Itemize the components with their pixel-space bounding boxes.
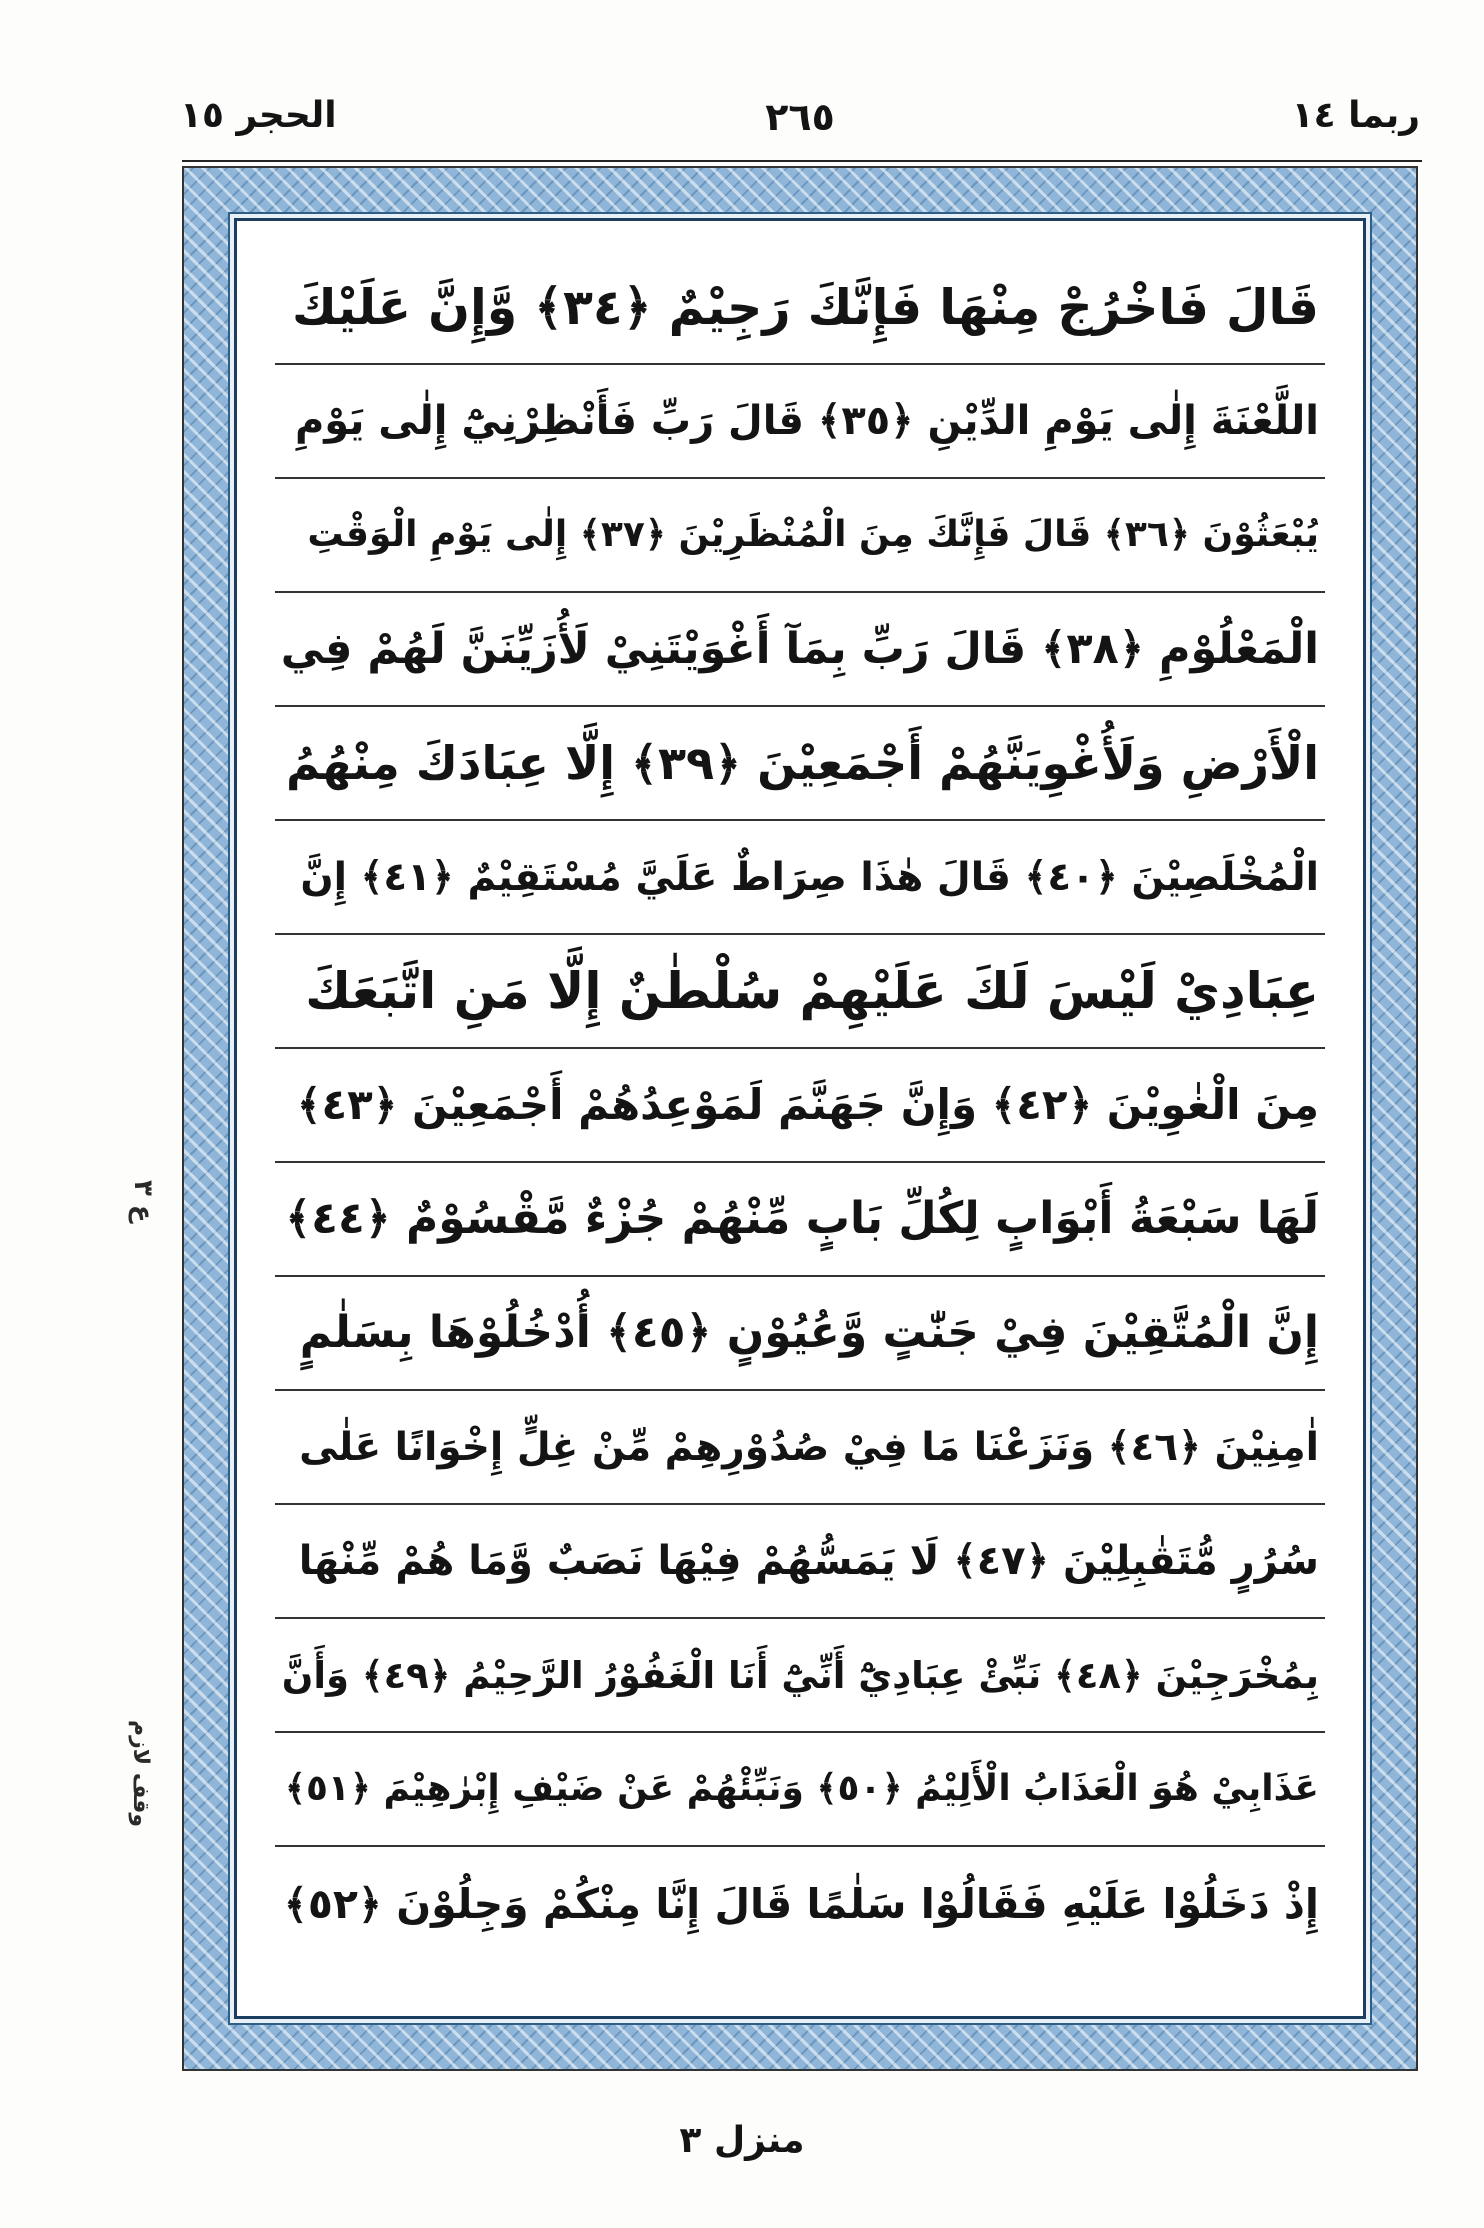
verse-line: لَهَا سَبْعَةُ أَبْوَابٍ لِكُلِّ بَابٍ مِّنْهُمْ جُزْءٌ مَّقْسُوْمٌ ﴿٤٤﴾ xyxy=(275,1163,1325,1277)
verse-line: عَذَابِيْ هُوَ الْعَذَابُ الْأَلِيْمُ ﴿٥٠﴾ وَنَبِّئْهُمْ عَنْ ضَيْفِ إِبْرٰهِيْمَ ﴿٥١﴾ xyxy=(275,1733,1325,1847)
header-rule xyxy=(182,160,1422,162)
verse-line: مِنَ الْغٰوِيْنَ ﴿٤٢﴾ وَإِنَّ جَهَنَّمَ لَمَوْعِدُهُمْ أَجْمَعِيْنَ ﴿٤٣﴾ xyxy=(275,1049,1325,1163)
verse-line: سُرُرٍ مُّتَقٰبِلِيْنَ ﴿٤٧﴾ لَا يَمَسُّهُمْ فِيْهَا نَصَبٌ وَّمَا هُمْ مِّنْهَا xyxy=(275,1505,1325,1619)
verse-line: يُبْعَثُوْنَ ﴿٣٦﴾ قَالَ فَإِنَّكَ مِنَ الْمُنْظَرِيْنَ ﴿٣٧﴾ إِلٰى يَوْمِ الْوَقْتِ xyxy=(275,479,1325,593)
verse-line: الْأَرْضِ وَلَأُغْوِيَنَّهُمْ أَجْمَعِيْنَ ﴿٣٩﴾ إِلَّا عِبَادَكَ مِنْهُمُ xyxy=(275,707,1325,821)
verse-line: إِذْ دَخَلُوْا عَلَيْهِ فَقَالُوْا سَلٰمًا قَالَ إِنَّا مِنْكُمْ وَجِلُوْنَ ﴿٥٢﴾ xyxy=(283,1879,1319,1928)
verse-line: اللَّعْنَةَ إِلٰى يَوْمِ الدِّيْنِ ﴿٣٥﴾ قَالَ رَبِّ فَأَنْظِرْنِيْٓ إِلٰى يَوْمِ xyxy=(275,365,1325,479)
text-panel xyxy=(234,218,1366,2019)
verse-line: الْمُخْلَصِيْنَ ﴿٤٠﴾ قَالَ هٰذَا صِرَاطٌ عَلَيَّ مُسْتَقِيْمٌ ﴿٤١﴾ إِنَّ xyxy=(275,821,1325,935)
manzil-label: منزل ٣ xyxy=(679,2120,805,2161)
waqf-marker: وقف لازم xyxy=(128,1720,153,1828)
decorative-border xyxy=(182,166,1418,2071)
verse-line: إِنَّ الْمُتَّقِيْنَ فِيْ جَنّٰتٍ وَّعُيُوْنٍ ﴿٤٥﴾ أُدْخُلُوْهَا بِسَلٰمٍ xyxy=(275,1277,1325,1391)
page-number: ٢٦٥ xyxy=(765,95,835,139)
verse-line: بِمُخْرَجِيْنَ ﴿٤٨﴾ نَبِّئْ عِبَادِيْٓ أَنِّيْٓ أَنَا الْغَفُوْرُ الرَّحِيْمُ ﴿٤٩﴾ وَأَنَّ xyxy=(275,1619,1325,1733)
ruku-marker: ع ٣ xyxy=(128,1180,158,1223)
juz-label: ربما ١٤ xyxy=(1291,95,1420,136)
verse-line: الْمَعْلُوْمِ ﴿٣٨﴾ قَالَ رَبِّ بِمَآ أَغْوَيْتَنِيْ لَأُزَيِّنَنَّ لَهُمْ فِي xyxy=(275,593,1325,707)
page-header xyxy=(180,95,1420,155)
verse-lines xyxy=(275,251,1325,1986)
surah-label: الحجر ١٥ xyxy=(180,95,337,136)
verse-line: عِبَادِيْ لَيْسَ لَكَ عَلَيْهِمْ سُلْطٰنٌ إِلَّا مَنِ اتَّبَعَكَ xyxy=(275,935,1325,1049)
verse-line: قَالَ فَاخْرُجْ مِنْهَا فَإِنَّكَ رَجِيْمٌ ﴿٣٤﴾ وَّإِنَّ عَلَيْكَ xyxy=(275,251,1325,365)
verse-line: اٰمِنِيْنَ ﴿٤٦﴾ وَنَزَعْنَا مَا فِيْ صُدُوْرِهِمْ مِّنْ غِلٍّ إِخْوَانًا عَلٰى xyxy=(275,1391,1325,1505)
